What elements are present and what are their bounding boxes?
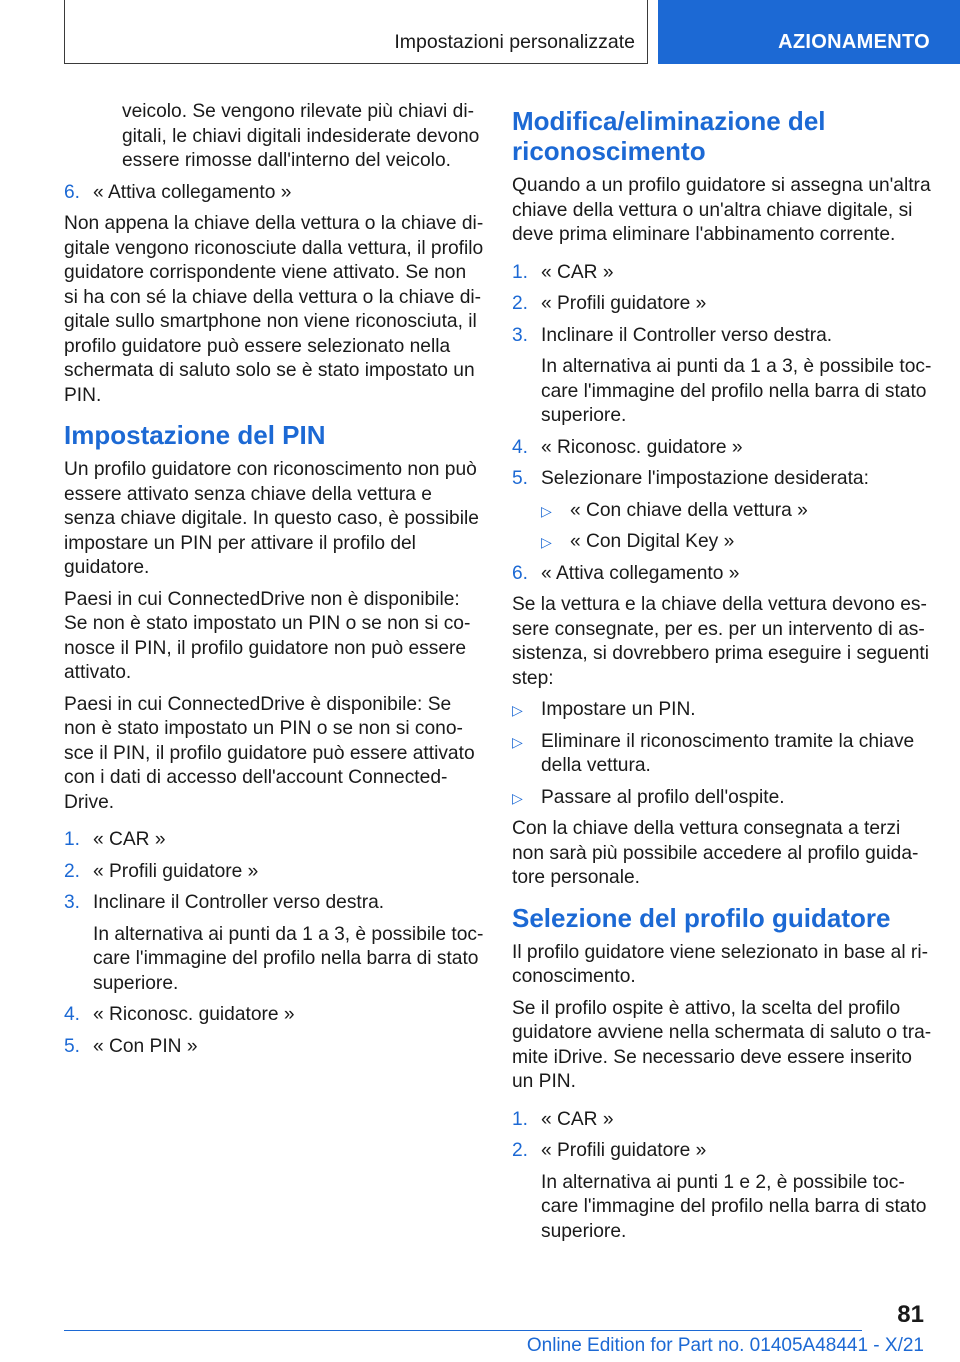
step-text: « Profili guidatore » xyxy=(93,860,259,882)
step-number: 1. xyxy=(512,261,529,283)
bullet-text: Eliminare il riconoscimento tramite la chiave della vettura. xyxy=(541,730,915,776)
step-number: 1. xyxy=(64,829,81,850)
step-number: 4. xyxy=(512,436,529,458)
paragraph: Se il profilo ospite è attivo, la scelta del profilo guidatore avviene nella schermata di saluto o tramite iDrive. Se necessario deve essere inserito un PIN. xyxy=(512,997,932,1092)
step-number: 6. xyxy=(512,562,529,584)
paragraph: Se la vettura e la chiave della vettura devono essere consegnate, per es. per un intervento di assistenza, si dovrebbero prima eseguire i seguenti step: xyxy=(512,594,930,689)
triangle-bullet-icon: ▷ xyxy=(512,702,523,718)
paragraph: Con la chiave della vettura consegnata a terzi non sarà più possibile accedere al profilo guidatore personale. xyxy=(512,818,919,888)
step-number: 5. xyxy=(512,468,529,489)
right-column xyxy=(512,100,932,1251)
list-item xyxy=(512,292,932,317)
footer-divider xyxy=(64,1330,862,1331)
option-text: « Con Digital Key » xyxy=(570,531,735,552)
step-text: Selezionare l'impostazione desiderata: xyxy=(541,468,869,489)
triangle-bullet-icon: ▷ xyxy=(512,733,523,750)
step-number: 1. xyxy=(512,1108,529,1130)
step-note: In alternativa ai punti da 1 a 3, è possibile toccare l'immagine del profilo nella barra di stato superiore. xyxy=(93,923,484,994)
option-item xyxy=(512,499,932,524)
step-number: 2. xyxy=(64,860,81,882)
paragraph: Paesi in cui ConnectedDrive non è disponibile: Se non è stato impostato un PIN o se non si conosce il PIN, il profilo guidatore non può essere attivato. xyxy=(64,588,471,683)
step-text: « Riconosc. guidatore » xyxy=(541,436,743,458)
page-number: 81 xyxy=(897,1301,924,1328)
continued-paragraph: veicolo. Se vengono rilevate più chiavi digitali, le chiavi digitali indesiderate devono essere rimosse dall'interno del veicolo. xyxy=(122,101,480,171)
header-title: Impostazioni personalizzate xyxy=(394,31,635,53)
step-text: « CAR » xyxy=(93,829,166,850)
list-item xyxy=(64,891,484,996)
section-tab xyxy=(658,0,960,64)
option-item xyxy=(512,530,932,555)
step-number: 2. xyxy=(512,293,529,314)
step-number: 2. xyxy=(512,1140,529,1161)
step-text: « Profili guidatore » xyxy=(541,1140,707,1161)
list-item xyxy=(512,1108,932,1133)
bullet-item xyxy=(512,698,932,723)
bullet-item xyxy=(512,786,932,811)
bullet-text: Impostare un PIN. xyxy=(541,699,696,720)
list-item xyxy=(64,1003,484,1028)
triangle-bullet-icon: ▷ xyxy=(512,789,523,806)
step-number: 3. xyxy=(64,892,81,913)
list-item xyxy=(512,261,932,286)
list-item xyxy=(512,436,932,461)
section-heading-select: Selezione del profilo guidatore xyxy=(512,902,891,933)
step-number: 5. xyxy=(64,1035,81,1057)
triangle-bullet-icon: ▷ xyxy=(541,534,552,550)
step-text: « Profili guidatore » xyxy=(541,293,707,314)
left-column xyxy=(64,100,484,1066)
step-note: In alternativa ai punti da 1 a 3, è possibile toccare l'immagine del profilo nella barra di stato superiore. xyxy=(541,356,932,426)
step-number: 6. xyxy=(64,181,81,203)
section-heading-modify: Modifica/eliminazione del riconoscimento xyxy=(512,106,826,166)
list-item xyxy=(64,181,484,206)
option-text: « Con chiave della vettura » xyxy=(570,499,808,521)
paragraph: Non appena la chiave della vettura o la chiave digitale vengono riconosciute dalla vettura, il profilo guidatore corrispondente viene attivato. Se non si ha con sé la chiave della vettura o la chiave digitale sullo smartphone non viene riconosciuta, il profilo guidatore può essere selezionato nella schermata di saluto solo se è stato impostato un PIN. xyxy=(64,213,484,406)
list-item xyxy=(512,1139,932,1244)
paragraph: Quando a un profilo guidatore si assegna un'altra chiave della vettura o un'altra chiave digitale, si deve prima eliminare l'abbinamento corrente. xyxy=(512,175,931,245)
step-text: « Attiva collegamento » xyxy=(93,181,292,203)
section-heading-pin: Impostazione del PIN xyxy=(64,420,326,450)
triangle-bullet-icon: ▷ xyxy=(541,502,552,519)
section-tab-label: AZIONAMENTO xyxy=(778,31,930,53)
step-text: Inclinare il Controller verso destra. xyxy=(93,892,385,913)
list-item xyxy=(64,860,484,885)
header-title-box xyxy=(64,0,648,64)
step-number: 3. xyxy=(512,324,529,346)
paragraph: Un profilo guidatore con riconoscimento non può essere attivato senza chiave della vettura e senza chiave digitale. In questo caso, è possibile impostare un PIN per attivare il profilo del guidatore. xyxy=(64,459,479,578)
step-text: « CAR » xyxy=(541,1108,614,1130)
list-item xyxy=(512,562,932,587)
paragraph: Il profilo guidatore viene selezionato in base al riconoscimento. xyxy=(512,941,928,987)
list-item xyxy=(64,828,484,853)
footer-edition: Online Edition for Part no. 01405A48441 - X/21 xyxy=(526,1335,924,1356)
list-item xyxy=(64,1035,484,1060)
step-number: 4. xyxy=(64,1004,81,1025)
step-text: « Attiva collegamento » xyxy=(541,562,740,584)
list-item xyxy=(512,324,932,429)
step-text: « CAR » xyxy=(541,261,614,283)
step-note: In alternativa ai punti 1 e 2, è possibile toccare l'immagine del profilo nella barra di stato superiore. xyxy=(541,1171,927,1242)
list-item xyxy=(512,467,932,492)
bullet-text: Passare al profilo dell'ospite. xyxy=(541,786,785,808)
bullet-item xyxy=(512,730,932,779)
paragraph: Paesi in cui ConnectedDrive è disponibile: Se non è stato impostato un PIN o se non si conosce il PIN, il profilo guidatore può essere attivato con i dati di accesso dell'account ConnectedDrive. xyxy=(64,693,475,813)
step-text: « Con PIN » xyxy=(93,1035,198,1057)
step-text: « Riconosc. guidatore » xyxy=(93,1004,295,1025)
step-text: Inclinare il Controller verso destra. xyxy=(541,324,833,346)
